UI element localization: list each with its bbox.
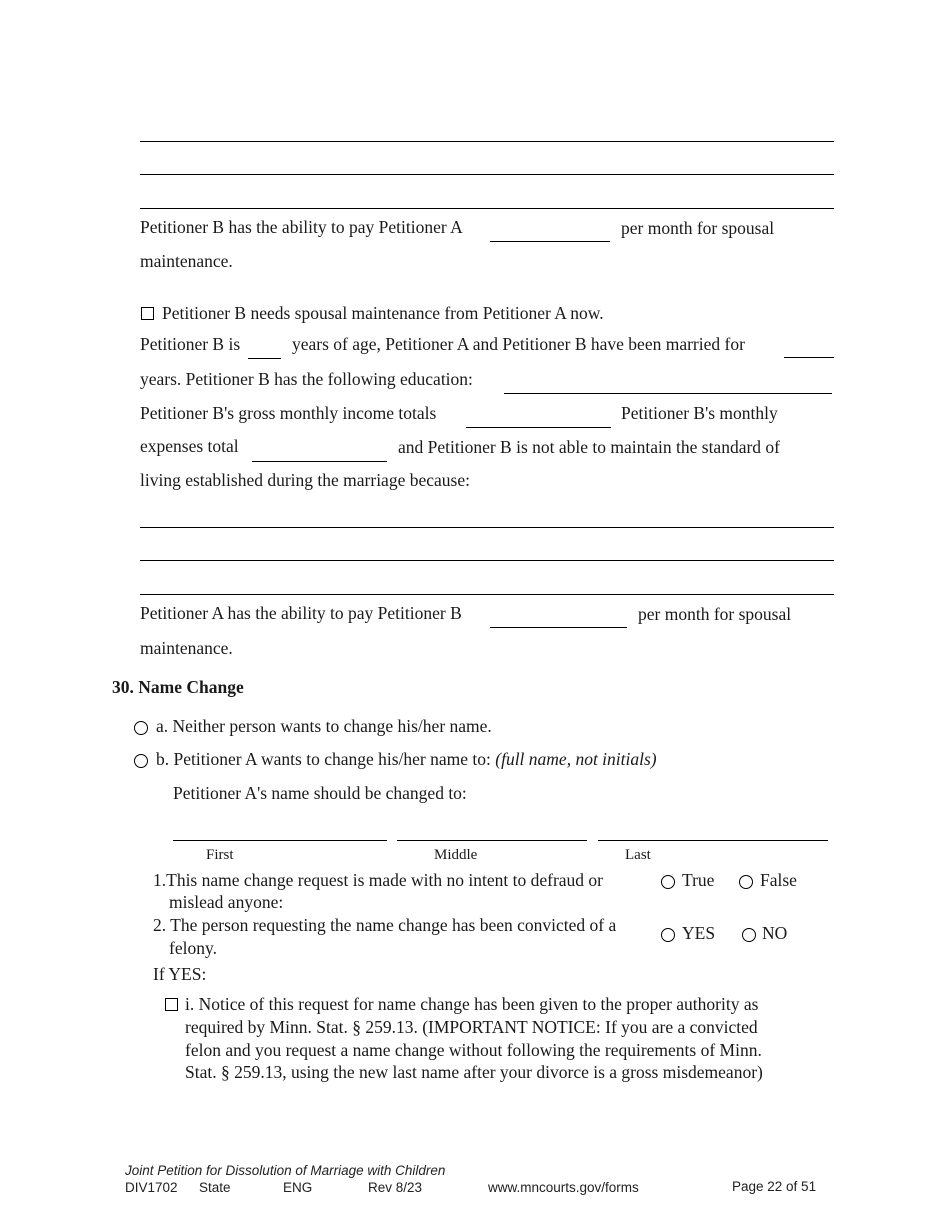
b-income-text: Petitioner B's gross monthly income totals [140,403,437,423]
middle-name-label: Middle [434,847,478,863]
footer-page-number: Page 22 of 51 [732,1179,817,1194]
a-pay-text: Petitioner A has the ability to pay Petitioner B [140,603,462,623]
a-pay-amount-field[interactable] [490,627,627,628]
b-expenses-label: Petitioner B's monthly [621,403,778,423]
option-b-radio[interactable] [134,754,148,768]
footer-url[interactable]: www.mncourts.gov/forms [488,1180,639,1195]
notice-line1: i. Notice of this request for name change has been given to the proper authority as [185,994,759,1014]
b-pay-suffix: per month for spousal [621,218,775,238]
b-pay-suffix2: maintenance. [140,251,233,271]
q2-yes-radio[interactable] [661,928,675,942]
b-needs-maintenance-label: Petitioner B needs spousal maintenance from Petitioner A now. [162,303,604,323]
q1-false-label: False [760,870,797,890]
answer-line[interactable] [140,527,834,528]
option-a-label: a. Neither person wants to change his/her name. [156,716,492,736]
footer-revision: Rev 8/23 [368,1180,423,1195]
answer-line[interactable] [140,141,834,142]
middle-name-field[interactable] [397,840,587,841]
should-be-changed-text: Petitioner A's name should be changed to: [173,783,467,803]
b-expenses-total-text: expenses total [140,436,239,456]
footer-language: ENG [283,1180,313,1195]
footer-jurisdiction: State [199,1180,231,1195]
answer-line[interactable] [140,594,834,595]
notice-given-checkbox[interactable] [165,998,178,1011]
first-name-label: First [206,847,234,863]
q2-no-radio[interactable] [742,928,756,942]
if-yes-text: If YES: [153,964,207,984]
last-name-field[interactable] [598,840,828,841]
option-b-label [156,751,657,769]
b-pay-text: Petitioner B has the ability to pay Petitioner A [140,217,463,237]
notice-line3: felon and you request a name change without following the requirements of Minn. [185,1040,762,1060]
q1-true-radio[interactable] [661,875,675,889]
footer-form-code: DIV1702 [125,1180,178,1195]
section-30-heading: 30. Name Change [112,677,244,697]
b-age-field[interactable] [248,358,281,359]
q2-line2: felony. [169,938,217,958]
b-years-married-field[interactable] [784,357,834,358]
q2-line1: 2. The person requesting the name change has been convicted of a [153,915,617,935]
notice-line4: Stat. § 259.13, using the new last name after your divorce is a gross misdemeanor) [185,1062,763,1082]
b-expenses-field[interactable] [252,461,387,462]
a-pay-suffix: per month for spousal [638,604,792,624]
q1-line1: 1.This name change request is made with no intent to defraud or [153,870,604,890]
notice-line2: required by Minn. Stat. § 259.13. (IMPORTANT NOTICE: If you are a convicted [185,1017,758,1037]
answer-line[interactable] [140,174,834,175]
q1-true-label: True [682,870,715,890]
option-b-text: b. Petitioner A wants to change his/her name to: [156,749,491,769]
q2-no-label: NO [762,923,788,943]
option-a-radio[interactable] [134,721,148,735]
footer-title: Joint Petition for Dissolution of Marriage with Children [125,1163,446,1178]
q1-false-radio[interactable] [739,875,753,889]
b-is-text: Petitioner B is [140,334,241,354]
b-years-married-text: years of age, Petitioner A and Petitioner B have been married for [292,334,745,354]
b-not-able-text: and Petitioner B is not able to maintain the standard of [398,437,781,457]
b-needs-maintenance-checkbox[interactable] [141,307,154,320]
b-living-text: living established during the marriage because: [140,470,470,490]
b-pay-amount-field[interactable] [490,241,610,242]
q1-line2: mislead anyone: [169,892,284,912]
last-name-label: Last [625,847,651,863]
b-income-field[interactable] [466,427,611,428]
option-b-note: (full name, not initials) [495,749,657,769]
first-name-field[interactable] [173,840,387,841]
answer-line[interactable] [140,560,834,561]
b-education-field[interactable] [504,393,832,394]
b-education-text: years. Petitioner B has the following education: [140,369,473,389]
a-pay-suffix2: maintenance. [140,638,233,658]
answer-line[interactable] [140,208,834,209]
q2-yes-label: YES [682,923,716,943]
